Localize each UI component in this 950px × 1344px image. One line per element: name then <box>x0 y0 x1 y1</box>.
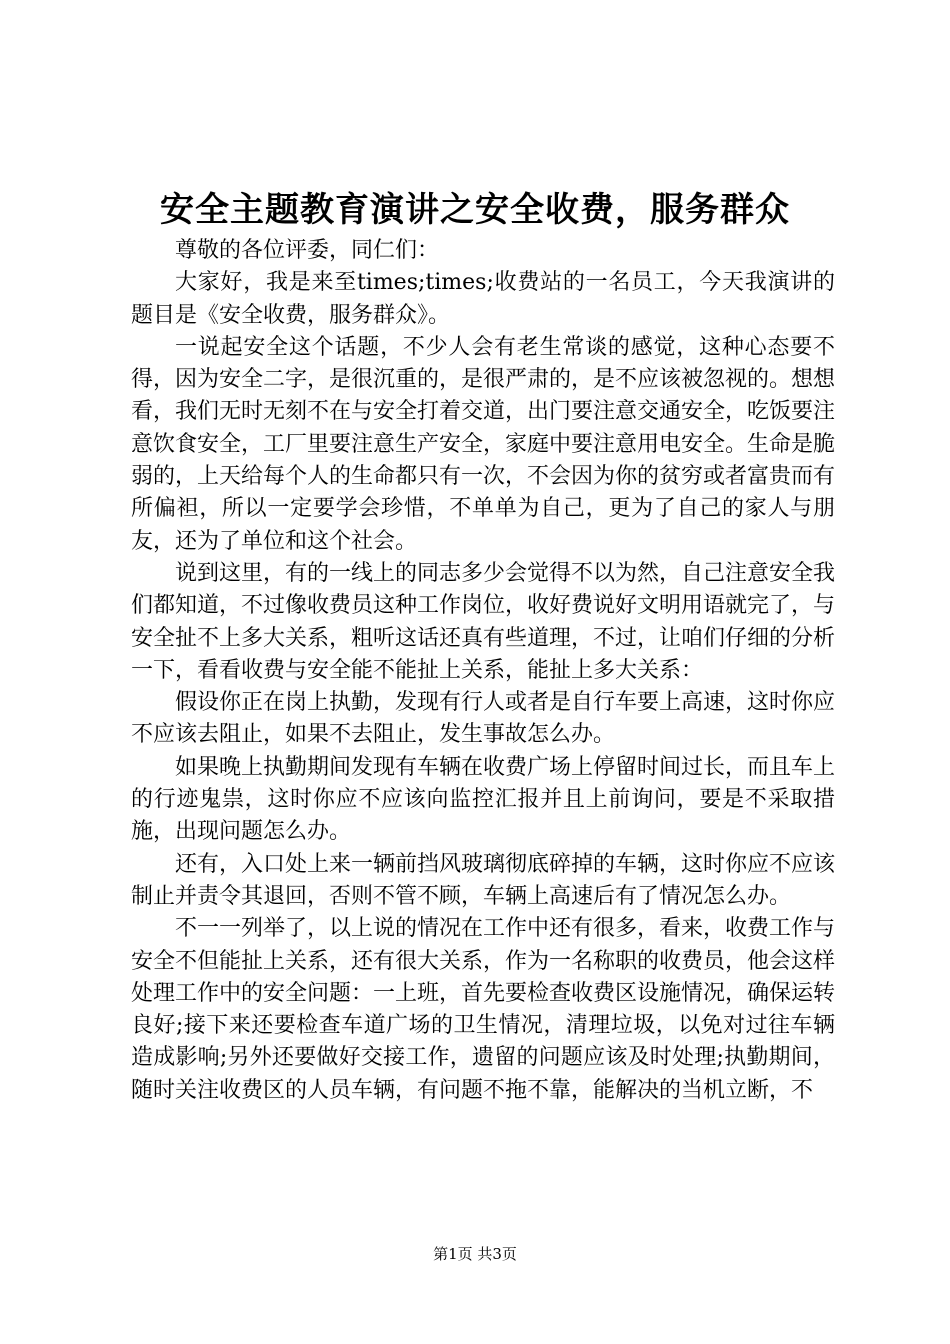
paragraph-safety-importance: 一说起安全这个话题，不少人会有老生常谈的感觉，这种心态要不得，因为安全二字，是很沉重的，是很严肃的，是不应该被忽视的。想想看，我们无时无刻不在与安全打着交道，出门要注意交通安全，吃饭要注意饮食安全，工厂里要注意生产安全，家庭中要注意用电安全。生命是脆弱的，上天给每个人的生命都只有一次，不会因为你的贫穷或者富贵而有所偏袒，所以一定要学会珍惜，不单单为自己，更为了自己的家人与朋友，还为了单位和这个社会。 <box>131 334 836 554</box>
paragraph-salutation: 尊敬的各位评委，同仁们： <box>175 238 440 263</box>
document-title: 安全主题教育演讲之安全收费，服务群众 <box>160 190 790 230</box>
paragraph-pedestrian-example: 假设你正在岗上执勤，发现有行人或者是自行车要上高速，这时你应不应该去阻止，如果不去阻止，发生事故怎么办。 <box>131 690 836 748</box>
paragraph-duties: 不一一列举了，以上说的情况在工作中还有很多，看来，收费工作与安全不但能扯上关系，还有很大关系，作为一名称职的收费员，他会这样处理工作中的安全问题：一上班，首先要检查收费区设施情况，确保运转良好;接下来还要检查车道广场的卫生情况，清理垃圾，以免对过往车辆造成影响;另外还要做好交接工作，遗留的问题应该及时处理;执勤期间，随时关注收费区的人员车辆，有问题不拖不靠，能解决的当机立断，不 <box>131 916 836 1103</box>
paragraph-suspicious-vehicle-example: 如果晚上执勤期间发现有车辆在收费广场上停留时间过长，而且车上的行迹鬼祟，这时你应不应该向监控汇报并且上前询问，要是不采取措施，出现问题怎么办。 <box>131 754 836 845</box>
paragraph-introduction: 大家好，我是来至times;times;收费站的一名员工，今天我演讲的题目是《安全收费，服务群众》。 <box>131 270 835 328</box>
page-number-footer: 第1页 共3页 <box>433 1245 517 1263</box>
paragraph-broken-windshield-example: 还有，入口处上来一辆前挡风玻璃彻底碎掉的车辆，这时你应不应该制止并责令其退回，否则不管不顾，车辆上高速后有了情况怎么办。 <box>131 851 836 909</box>
paragraph-toll-and-safety: 说到这里，有的一线上的同志多少会觉得不以为然，自己注意安全我们都知道，不过像收费员这种工作岗位，收好费说好文明用语就完了，与安全扯不上多大关系，粗听这话还真有些道理，不过，让咱们仔细的分析一下，看看收费与安全能不能扯上关系，能扯上多大关系： <box>131 560 836 683</box>
document-body <box>131 235 835 1107</box>
